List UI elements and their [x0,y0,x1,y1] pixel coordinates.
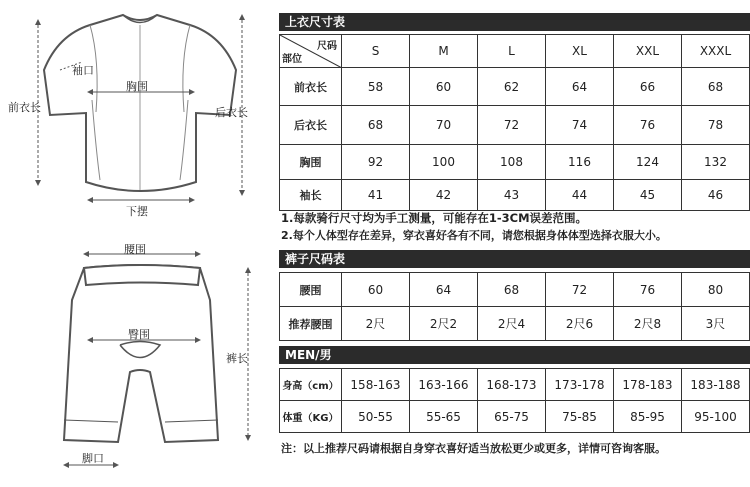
row-label: 推荐腰围 [280,307,342,341]
jersey-table-title: 上衣尺寸表 [279,13,750,31]
table-cell: 168-173 [478,369,546,401]
table-cell: 42 [410,180,478,211]
table-cell: 173-178 [546,369,614,401]
men-table-title: MEN/男 [279,346,750,364]
corner-size-label: 尺码 [317,41,337,52]
label-pants-length: 裤长 [226,352,248,365]
label-front-length: 前衣长 [8,101,41,114]
table-header-row [280,35,750,68]
table-cell: 44 [546,180,614,211]
table-row [280,106,750,145]
table-cell: 2尺6 [546,307,614,341]
table-cell: 85-95 [614,401,682,433]
table-cell: 2尺4 [478,307,546,341]
table-cell: 45 [614,180,682,211]
label-chest: 胸围 [126,80,148,93]
table-row [280,401,750,433]
table-cell: 2尺2 [410,307,478,341]
table-cell: 78 [682,106,750,145]
jersey-illustration [44,15,236,191]
table-cell: 75-85 [546,401,614,433]
table-cell: 66 [614,68,682,106]
table-cell: 76 [614,106,682,145]
table-cell: 80 [682,273,750,307]
label-hip: 臀围 [128,328,150,341]
table-cell: 55-65 [410,401,478,433]
size-header: S [342,35,410,68]
row-label: 腰围 [280,273,342,307]
table-cell: 74 [546,106,614,145]
table-cell: 68 [682,68,750,106]
table-row [280,145,750,180]
table-cell: 60 [410,68,478,106]
table-cell: 76 [614,273,682,307]
corner-part-label: 部位 [282,54,302,65]
table-cell: 95-100 [682,401,750,433]
table-cell: 64 [546,68,614,106]
table-row [280,307,750,341]
table-cell: 60 [342,273,410,307]
jersey-note-2: 2.每个人体型存在差异，穿衣喜好各有不同，请您根据身体体型选择衣服大小。 [281,229,667,242]
jersey-size-table [279,34,750,211]
row-label: 胸围 [280,145,342,180]
table-row [280,180,750,211]
label-hem: 下摆 [126,205,148,218]
table-cell: 64 [410,273,478,307]
table-cell: 41 [342,180,410,211]
table-cell: 72 [546,273,614,307]
table-cell: 68 [342,106,410,145]
table-cell: 158-163 [342,369,410,401]
table-cell: 100 [410,145,478,180]
size-header: XXXL [682,35,750,68]
table-cell: 70 [410,106,478,145]
size-header: XXL [614,35,682,68]
size-header: L [478,35,546,68]
footnote: 注：以上推荐尺码请根据自身穿衣喜好适当放松更少或更多，详情可咨询客服。 [281,442,666,455]
table-cell: 43 [478,180,546,211]
table-cell: 178-183 [614,369,682,401]
table-cell: 108 [478,145,546,180]
corner-cell [280,35,342,68]
table-cell: 62 [478,68,546,106]
table-cell: 46 [682,180,750,211]
men-size-table [279,368,750,433]
table-cell: 124 [614,145,682,180]
label-waist: 腰围 [124,243,146,256]
row-label: 身高（cm） [280,369,342,401]
table-cell: 163-166 [410,369,478,401]
table-cell: 183-188 [682,369,750,401]
jersey-note-1: 1.每款骑行尺寸均为手工测量，可能存在1-3CM误差范围。 [281,211,588,225]
row-label: 体重（KG） [280,401,342,433]
table-cell: 3尺 [682,307,750,341]
table-cell: 65-75 [478,401,546,433]
table-row [280,273,750,307]
table-cell: 92 [342,145,410,180]
table-row [280,68,750,106]
label-leg-opening: 脚口 [82,452,104,465]
table-cell: 72 [478,106,546,145]
row-label: 前衣长 [280,68,342,106]
table-cell: 2尺8 [614,307,682,341]
label-sleeve: 袖口 [72,64,94,77]
row-label: 袖长 [280,180,342,211]
table-cell: 58 [342,68,410,106]
table-cell: 116 [546,145,614,180]
table-cell: 2尺 [342,307,410,341]
table-cell: 50-55 [342,401,410,433]
pants-table-title: 裤子尺码表 [279,250,750,268]
size-header: M [410,35,478,68]
table-row [280,369,750,401]
size-header: XL [546,35,614,68]
row-label: 后衣长 [280,106,342,145]
label-back-length: 后衣长 [215,106,248,119]
table-cell: 132 [682,145,750,180]
pants-illustration [64,265,218,442]
table-cell: 68 [478,273,546,307]
pants-size-table [279,272,750,341]
